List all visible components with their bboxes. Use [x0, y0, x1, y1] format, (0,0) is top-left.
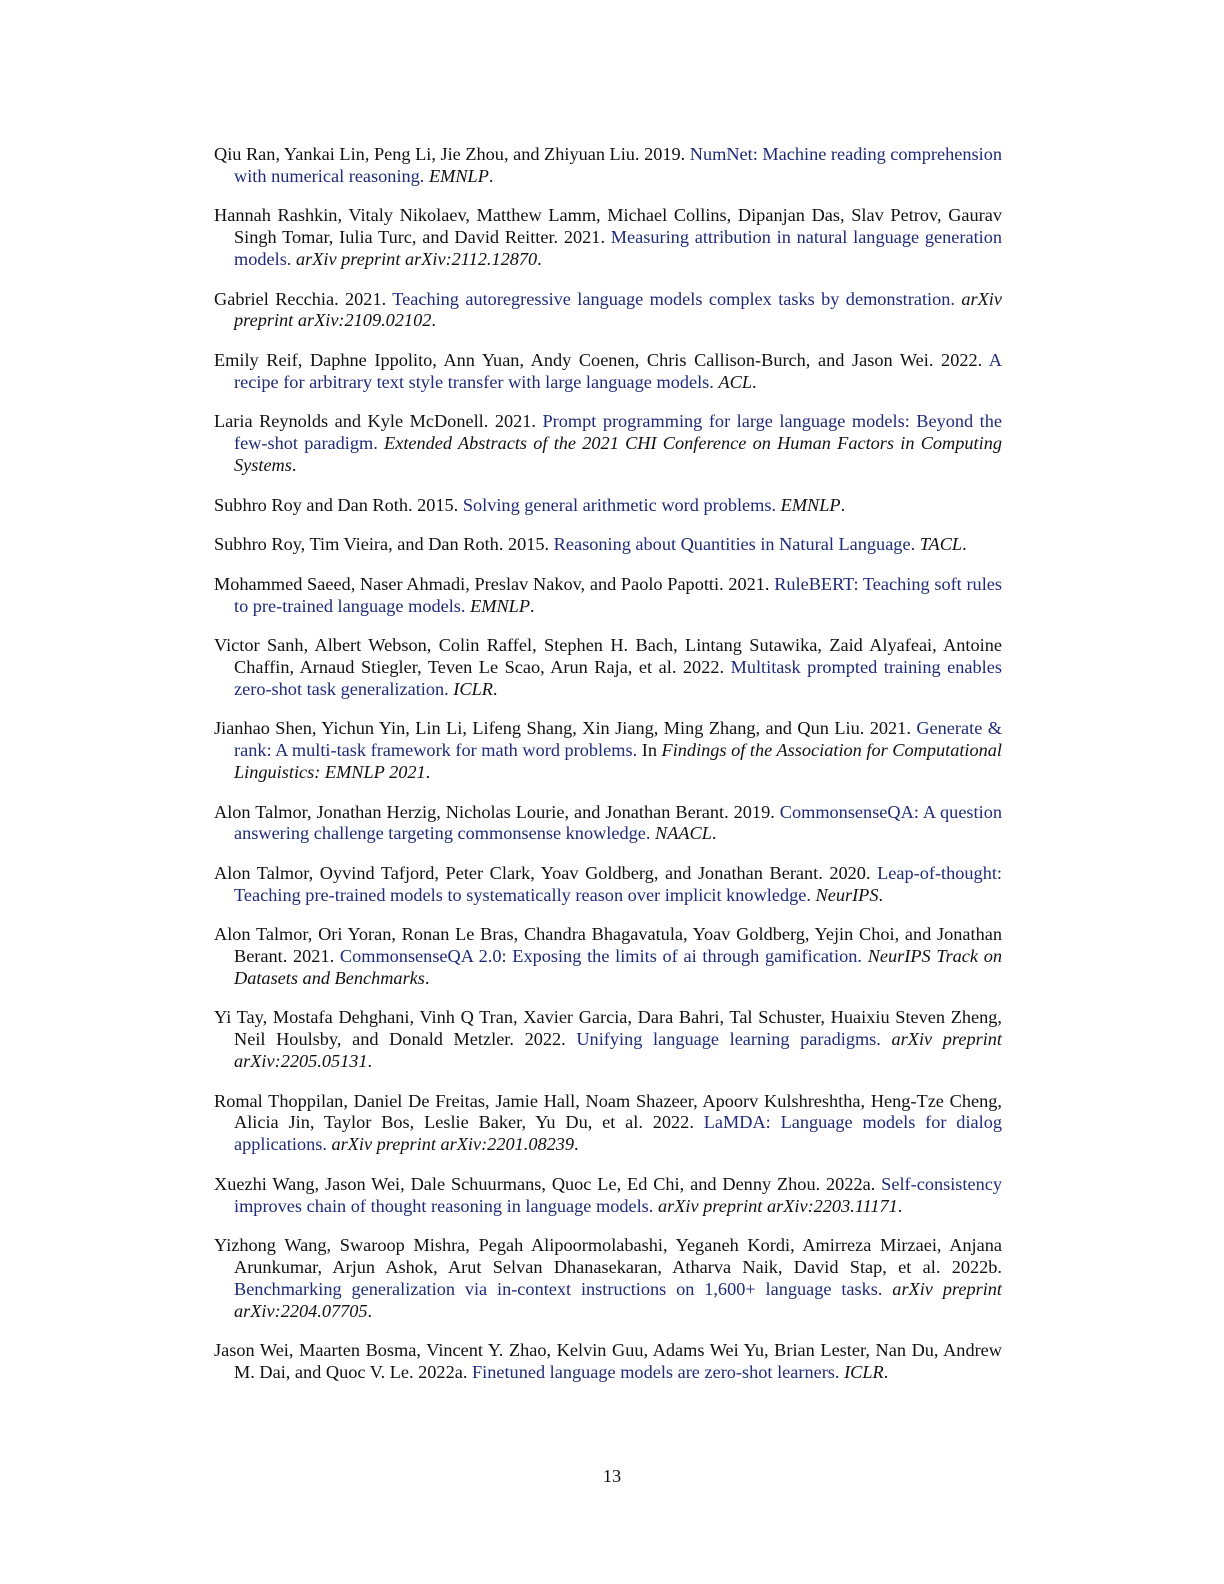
ref-venue: arXiv preprint arXiv:2201.08239 [331, 1134, 575, 1155]
ref-authors: Emily Reif, Daphne Ippolito, Ann Yuan, Andy Coenen, Chris Callison-Burch, and Jason Wei. 2022. [214, 349, 989, 370]
ref-authors: Alon Talmor, Oyvind Tafjord, Peter Clark, Yoav Goldberg, and Jonathan Berant. 2020. [214, 862, 878, 883]
reference-entry [214, 1235, 1002, 1322]
ref-post: . [431, 310, 436, 331]
page-number: 13 [602, 1466, 622, 1486]
reference-entry [214, 1091, 1002, 1156]
reference-entry [214, 1174, 1002, 1218]
ref-authors: Alon Talmor, Ori Yoran, Ronan Le Bras, Chandra Bhagavatula, Yoav Goldberg, Yejin Choi, and Jonathan Berant. 2021. [214, 924, 1002, 967]
ref-title-link[interactable]: CommonsenseQA 2.0: Exposing the limits of ai through gamification. [339, 946, 862, 967]
ref-venue: Extended Abstracts of the 2021 CHI Conference on Human Factors in Computing Systems [234, 433, 1002, 475]
ref-post: . [878, 884, 884, 905]
ref-title-link[interactable]: Multitask prompted training enables zero-shot task generalization. [234, 656, 1002, 699]
ref-venue: ICLR [453, 678, 493, 699]
ref-title-link[interactable]: Teaching autoregressive language models complex tasks by demonstration. [392, 288, 955, 309]
ref-authors: Jianhao Shen, Yichun Yin, Lin Li, Lifeng Shang, Xin Jiang, Ming Zhang, and Qun Liu. 2021. [214, 718, 917, 739]
reference-entry [214, 863, 1002, 907]
ref-venue: EMNLP [470, 595, 530, 616]
ref-authors: Subhro Roy and Dan Roth. 2015. [214, 494, 463, 515]
ref-authors: Gabriel Recchia. 2021. [214, 288, 393, 309]
ref-title-link[interactable]: Generate & rank: A multi-task framework for math word problems. [234, 718, 1002, 761]
reference-entry [214, 350, 1002, 394]
ref-authors: Mohammed Saeed, Naser Ahmadi, Preslav Nakov, and Paolo Papotti. 2021. [214, 573, 775, 594]
ref-venue: TACL [919, 534, 963, 555]
ref-venue: ACL [718, 371, 752, 392]
reference-entry [214, 495, 1002, 517]
ref-post: . [537, 248, 542, 269]
ref-pre [881, 1029, 892, 1049]
ref-venue: NeurIPS [815, 884, 879, 905]
ref-authors: Qiu Ran, Yankai Lin, Peng Li, Jie Zhou, and Zhiyuan Liu. 2019. [214, 144, 690, 164]
ref-authors: Jason Wei, Maarten Bosma, Vincent Y. Zhao, Kelvin Guu, Adams Wei Yu, Brian Lester, Nan Du, Andrew M. Dai, and Quoc V. Le. 2022a. [214, 1340, 1002, 1383]
reference-entry [214, 635, 1002, 700]
ref-post: . [424, 967, 430, 988]
reference-list [214, 144, 1002, 1402]
ref-post: . [291, 454, 297, 475]
ref-title-link[interactable]: RuleBERT: Teaching soft rules to pre-trained language models. [234, 573, 1002, 616]
reference-entry [214, 802, 1002, 846]
reference-entry [214, 411, 1002, 476]
reference-entry [214, 289, 1002, 333]
ref-title-link[interactable]: Solving general arithmetic word problems. [462, 494, 777, 515]
ref-venue: EMNLP [780, 494, 841, 515]
ref-title-link[interactable]: Leap-of-thought: Teaching pre-trained models to systematically reason over implicit knowledge. [234, 862, 1002, 905]
ref-authors: Subhro Roy, Tim Vieira, and Dan Roth. 2015. [214, 534, 554, 555]
ref-authors: Romal Thoppilan, Daniel De Freitas, Jamie Hall, Noam Shazeer, Apoorv Kulshreshtha, Heng-Tze Cheng, Alicia Jin, Taylor Bos, Leslie Baker, Yu Du, et al. 2022. [214, 1090, 1002, 1133]
ref-authors: Laria Reynolds and Kyle McDonell. 2021. [214, 411, 543, 432]
reference-entry [214, 924, 1002, 989]
ref-venue: arXiv preprint arXiv:2203.11171 [657, 1195, 898, 1216]
ref-title-link[interactable]: Benchmarking generalization via in-context instructions on 1,600+ language tasks. [234, 1278, 883, 1299]
ref-post: . [530, 595, 535, 616]
ref-authors: Hannah Rashkin, Vitaly Nikolaev, Matthew Lamm, Michael Collins, Dipanjan Das, Slav Petrov, Gaurav Singh Tomar, Iulia Turc, and David Reitter. 2021. [214, 205, 1002, 248]
ref-venue: arXiv preprint arXiv:2205.05131 [234, 1029, 1003, 1072]
ref-venue: EMNLP [428, 165, 489, 186]
ref-title-link[interactable]: Prompt programming for large language models: Beyond the few-shot paradigm. [234, 411, 1003, 454]
reference-entry [214, 574, 1002, 618]
ref-title-link[interactable]: NumNet: Machine reading comprehension with numerical reasoning. [234, 144, 1002, 186]
ref-post: . [367, 1300, 373, 1321]
ref-post: . [840, 494, 846, 515]
ref-title-link[interactable]: Self-consistency improves chain of thought reasoning in language models. [234, 1173, 1002, 1216]
ref-post: . [488, 165, 494, 186]
ref-venue: arXiv preprint arXiv:2109.02102 [234, 288, 1002, 331]
ref-title-link[interactable]: A recipe for arbitrary text style transfer with large language models. [234, 349, 1002, 392]
ref-authors: Victor Sanh, Albert Webson, Colin Raffel, Stephen H. Bach, Lintang Sutawika, Zaid Alyafeai, Antoine Chaffin, Arnaud Stiegler, Teven Le Scao, Arun Raja, et al. 2022. [214, 635, 1002, 677]
ref-authors: Yizhong Wang, Swaroop Mishra, Pegah Alipoormolabashi, Yeganeh Kordi, Amirreza Mirzaei, Anjana Arunkumar, Arjun Ashok, Arut Selvan Dhanasekaran, Atharva Naik, David Stap, et al. 2022b. [214, 1235, 1002, 1278]
ref-post: . [962, 534, 967, 555]
ref-authors: Xuezhi Wang, Jason Wei, Dale Schuurmans, Quoc Le, Ed Chi, and Denny Zhou. 2022a. [214, 1173, 882, 1194]
reference-entry [214, 205, 1002, 270]
ref-title-link[interactable]: Measuring attribution in natural language generation models. [234, 227, 1003, 269]
reference-entry [214, 144, 1002, 188]
ref-post: . [711, 823, 717, 844]
ref-post: . [751, 371, 757, 392]
ref-venue: Findings of the Association for Computational Linguistics: EMNLP 2021 [234, 740, 1002, 782]
ref-pre [882, 1279, 892, 1299]
ref-venue: NAACL [655, 823, 712, 844]
ref-post: . [367, 1051, 373, 1072]
ref-title-link[interactable]: Finetuned language models are zero-shot learners. [471, 1362, 840, 1383]
ref-title-link[interactable]: CommonsenseQA: A question answering challenge targeting commonsense knowledge. [234, 801, 1002, 844]
ref-venue: ICLR [844, 1362, 884, 1383]
ref-title-link[interactable]: LaMDA: Language models for dialog applications. [234, 1112, 1002, 1155]
reference-entry [214, 1340, 1002, 1384]
ref-authors: Alon Talmor, Jonathan Herzig, Nicholas Lourie, and Jonathan Berant. 2019. [214, 801, 780, 822]
ref-venue: arXiv preprint arXiv:2112.12870 [295, 248, 538, 269]
reference-entry [214, 1007, 1002, 1072]
ref-title-link[interactable]: Reasoning about Quantities in Natural Language. [553, 534, 916, 555]
ref-post: . [425, 761, 431, 782]
ref-venue: arXiv preprint arXiv:2204.07705 [234, 1278, 1002, 1321]
ref-post: . [883, 1362, 889, 1383]
ref-post: . [574, 1134, 579, 1155]
reference-entry [214, 534, 1002, 556]
ref-title-link[interactable]: Unifying language learning paradigms. [576, 1029, 881, 1050]
ref-pre: In [637, 740, 662, 761]
ref-post: . [492, 678, 498, 699]
ref-post: . [897, 1195, 903, 1216]
ref-venue: NeurIPS Track on Datasets and Benchmarks [234, 946, 1003, 988]
reference-entry [214, 718, 1002, 783]
ref-authors: Yi Tay, Mostafa Dehghani, Vinh Q Tran, Xavier Garcia, Dara Bahri, Tal Schuster, Huaixiu Steven Zheng, Neil Houlsby, and Donald Metzler. 2022. [214, 1007, 1002, 1050]
